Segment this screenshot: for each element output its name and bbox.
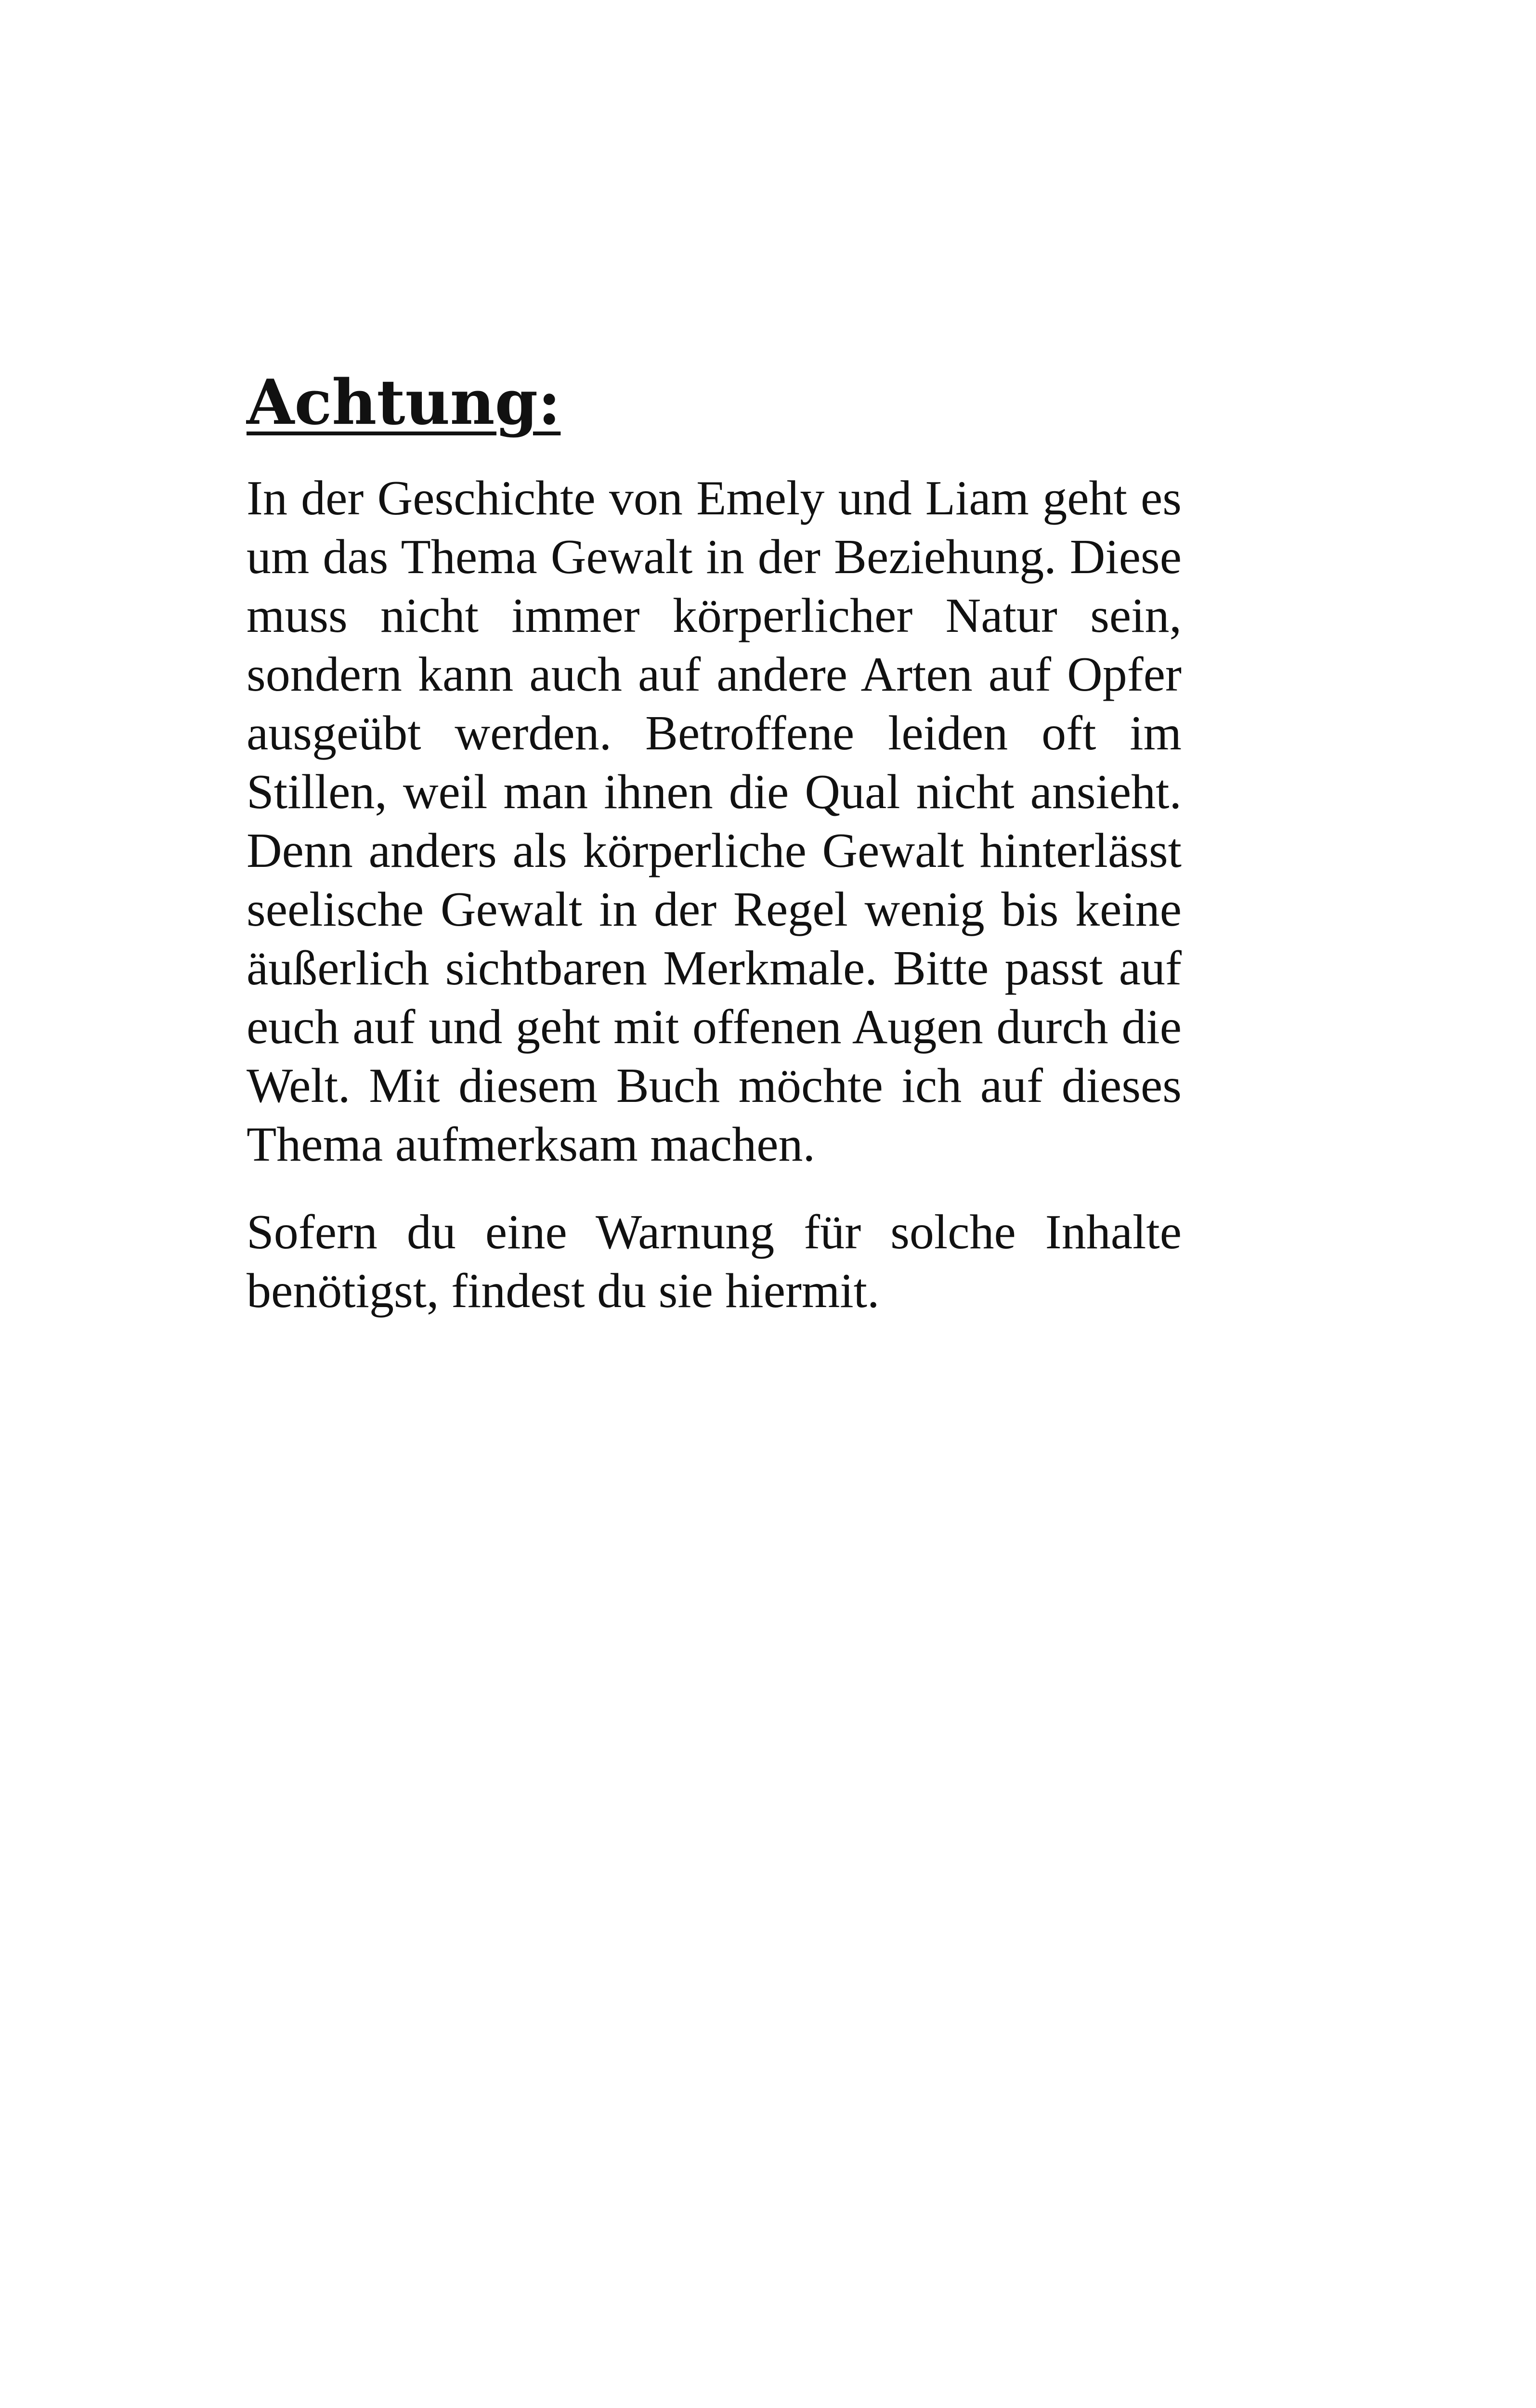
page-content — [247, 366, 1182, 1349]
content-warning-note: Sofern du eine Warnung für solche Inhalte benötigst, findest du sie hiermit. — [247, 1204, 1182, 1318]
page-heading: Achtung: — [247, 366, 561, 439]
warning-paragraph: In der Geschichte von Emely und Liam geht es um das Thema Gewalt in der Beziehung. Diese muss nicht immer körperlicher Natur sein, sondern kann auch auf andere Arten auf Opfer ausgeübt werden. Betroffene leiden oft im Stillen, weil man ihnen die Qual nicht ansieht. Denn anders als körperliche Gewalt hinterlässt seelische Gewalt in der Regel wenig bis keine äußerlich sichtbaren Merkmale. Bitte passt auf euch auf und geht mit offenen Augen durch die Welt. Mit diesem Buch möchte ich auf dieses Thema aufmerksam machen. — [247, 471, 1182, 1172]
